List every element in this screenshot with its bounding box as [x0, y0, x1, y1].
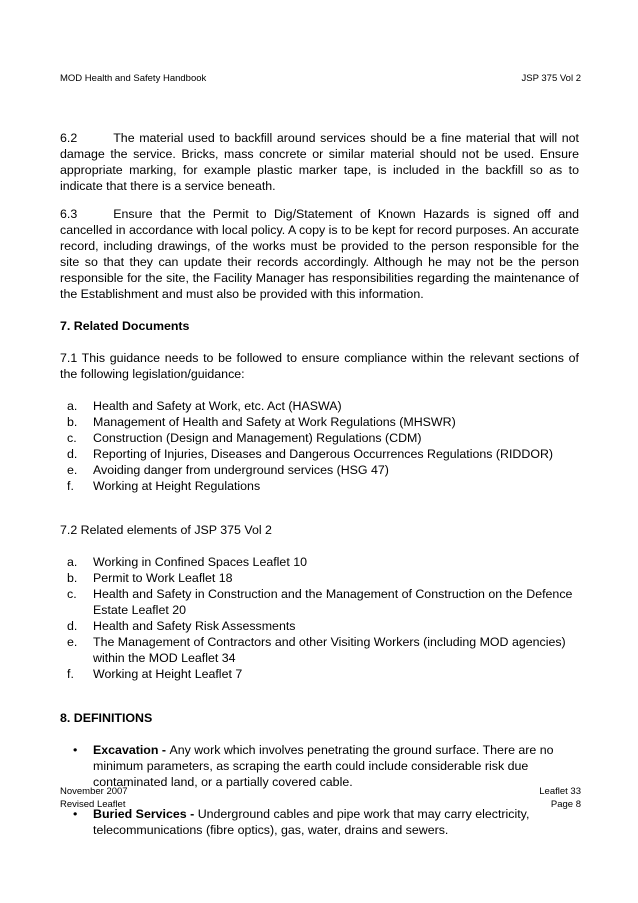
header-title: MOD Health and Safety Handbook [60, 73, 207, 84]
bullet-icon: • [73, 743, 78, 757]
list-item: e. The Management of Contractors and other Visiting Workers (including MOD agencies) within the MOD Leaflet 34 [67, 635, 566, 665]
paragraph-7-1: 7.1 This guidance needs to be followed to ensure compliance within the relevant sections of the following legislation/guidance: [60, 351, 579, 381]
section-heading-definitions: 8. DEFINITIONS [60, 711, 153, 725]
list-item: a. Health and Safety at Work, etc. Act (HASWA) [67, 399, 342, 413]
footer-leaflet: Leaflet 33 [539, 786, 581, 797]
list-item: b. Permit to Work Leaflet 18 [67, 571, 233, 585]
paragraph-text: Ensure that the Permit to Dig/Statement of Known Hazards is signed off and cancelled in accordance with local policy. A copy is to be kept for record purposes. An accurate record, including drawings, of the works must be provided to the person responsible for the site so that they can update their records accordingly. Although he may not be the person responsible for the site, the Facility Manager has responsibilities regarding the maintenance of the Establishment and must also be provided with this information. [60, 207, 579, 301]
bullet-icon: • [73, 807, 78, 821]
legislation-list [60, 398, 579, 494]
page-footer [60, 785, 581, 811]
definition-text: Underground cables and pipe work that may carry electricity, telecommunications (fibre optics), gas, water, drains and sewers. [93, 807, 530, 837]
paragraph-number: 6.2 [60, 131, 78, 145]
list-item: e. Avoiding danger from underground services (HSG 47) [67, 463, 389, 477]
list-item: a. Working in Confined Spaces Leaflet 10 [67, 555, 307, 569]
definition-term: Excavation - [93, 743, 170, 757]
paragraph-7-2: 7.2 Related elements of JSP 375 Vol 2 [60, 523, 272, 537]
list-item: c. Construction (Design and Management) Regulations (CDM) [67, 431, 422, 445]
definition-text: Any work which involves penetrating the ground surface. There are no minimum parameters, as scraping the earth could include considerable risk due contaminated land, or a partially covered cable. [93, 743, 554, 789]
footer-page-number: Page 8 [550, 799, 581, 810]
list-item: d. Reporting of Injuries, Diseases and Dangerous Occurrences Regulations (RIDDOR) [67, 447, 554, 461]
paragraph-text: The material used to backfill around services should be a fine material that will not damage the service. Bricks, mass concrete or similar material should not be used. Ensure appropriate marking, for example plastic marker tape, is included in the backfill so as to indicate that there is a service beneath. [60, 131, 579, 193]
definition-term: Buried Services - [93, 807, 198, 821]
paragraph-number: 6.3 [60, 207, 78, 221]
page-header [60, 73, 581, 84]
list-item: d. Health and Safety Risk Assessments [67, 619, 296, 633]
list-item: c. Health and Safety in Construction and the Management of Construction on the Defence Estate Leaflet 20 [67, 587, 573, 617]
list-item: b. Management of Health and Safety at Work Regulations (MHSWR) [67, 415, 456, 429]
related-elements-list [60, 554, 579, 682]
document-body [60, 130, 579, 838]
list-item: f. Working at Height Leaflet 7 [67, 667, 243, 681]
footer-revision: Revised Leaflet [60, 799, 126, 810]
paragraph-6-3 [60, 206, 579, 302]
section-heading-related-documents: 7. Related Documents [60, 319, 190, 333]
paragraph-6-2 [60, 130, 579, 194]
list-item: f. Working at Height Regulations [67, 479, 261, 493]
list-item [73, 742, 579, 790]
footer-date: November 2007 [60, 786, 128, 797]
header-reference: JSP 375 Vol 2 [521, 73, 581, 84]
